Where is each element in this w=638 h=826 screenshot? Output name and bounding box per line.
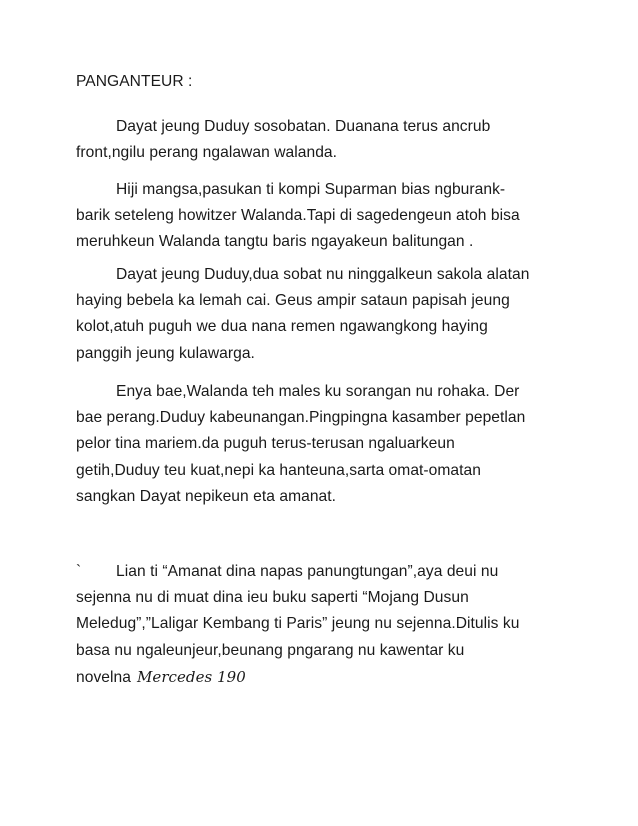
paragraph-line: sangkan Dayat nepikeun eta amanat. [76,487,337,505]
paragraph-line: pelor tina mariem.da puguh terus-terusan ngaluarkeun [76,435,455,453]
paragraph-line: kolot,atuh puguh we dua nana remen ngawangkong haying [76,318,488,336]
paragraph-1 [76,114,576,166]
paragraph-2 [76,177,576,256]
paragraph-line: novelna [76,668,131,686]
heading-text: PANGANTEUR : [76,73,193,90]
book-title: Mercedes 190 [136,667,246,686]
paragraph-line: panggih jeung kulawarga. [76,344,255,362]
paragraph-line: sejenna nu di muat dina ieu buku saperti “Mojang Dusun [76,589,469,607]
paragraph-line: Dayat jeung Duduy,dua sobat nu ninggalkeun sakola alatan [116,266,530,283]
paragraph-4 [76,379,576,510]
paragraph-line: Meledug”,”Laligar Kembang ti Paris” jeung nu sejenna.Ditulis ku [76,615,520,633]
document-heading [76,69,576,95]
paragraph-line: bae perang.Duduy kabeunangan.Pingpingna kasamber pepetlan [76,409,526,427]
paragraph-line: barik seteleng howitzer Walanda.Tapi di sagedengeun atoh bisa [76,207,520,225]
paragraph-line: Enya bae,Walanda teh males ku sorangan nu rohaka. Der [116,383,520,400]
paragraph-last-line [76,664,576,691]
paragraph-line: Hiji mangsa,pasukan ti kompi Suparman bias ngburank- [116,181,506,198]
paragraph-5 [76,559,576,691]
paragraph-line: getih,Duduy teu kuat,nepi ka hanteuna,sarta omat-omatan [76,461,481,479]
paragraph-line: meruhkeun Walanda tangtu baris ngayakeun balitungan . [76,233,474,251]
paragraph-3 [76,262,576,367]
paragraph-line: basa nu ngaleunjeur,beunang pngarang nu kawentar ku [76,641,465,659]
backtick-mark: ` [76,563,82,580]
paragraph-line: Lian ti “Amanat dina napas panungtungan”,aya deui nu [116,563,499,580]
paragraph-line: haying bebela ka lemah cai. Geus ampir sataun papisah jeung [76,292,510,310]
paragraph-line: Dayat jeung Duduy sosobatan. Duanana terus ancrub [116,118,491,135]
paragraph-first-line [76,559,576,585]
paragraph-line: front,ngilu perang ngalawan walanda. [76,144,338,162]
